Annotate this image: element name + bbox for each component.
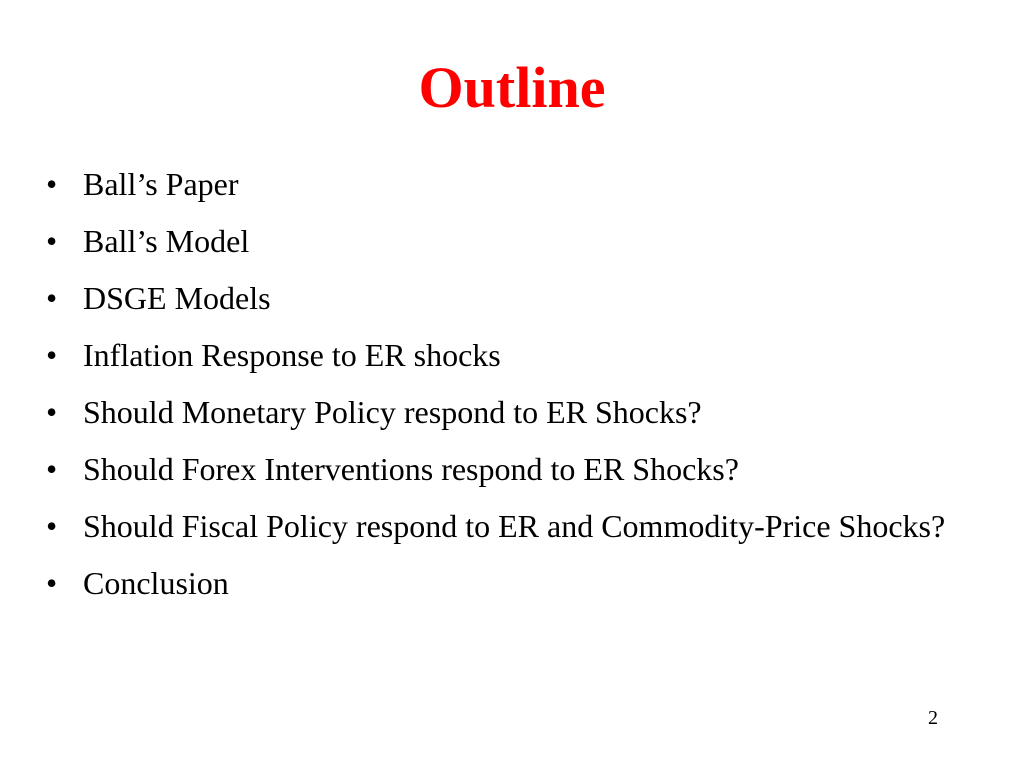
bullet-icon: •	[46, 337, 58, 373]
list-item	[46, 274, 984, 322]
bullet-icon: •	[46, 394, 58, 430]
list-item-label: Ball’s Model	[83, 223, 250, 259]
bullet-icon: •	[46, 166, 58, 202]
bullet-icon: •	[46, 280, 58, 316]
list-item	[46, 160, 984, 208]
list-item-label: Ball’s Paper	[83, 166, 239, 202]
list-item	[46, 445, 984, 493]
list-item	[46, 331, 984, 379]
list-item-label: Should Fiscal Policy respond to ER and Commodity-Price Shocks?	[83, 508, 946, 544]
list-item-label: DSGE Models	[83, 280, 271, 316]
list-item-label: Inflation Response to ER shocks	[83, 337, 501, 373]
bullet-icon: •	[46, 565, 58, 601]
slide-title: Outline	[418, 55, 606, 120]
outline-list	[46, 160, 984, 616]
list-item-label: Should Monetary Policy respond to ER Shocks?	[83, 394, 702, 430]
list-item-label: Conclusion	[83, 565, 229, 601]
bullet-icon: •	[46, 223, 58, 259]
list-item-label: Should Forex Interventions respond to ER Shocks?	[83, 451, 739, 487]
bullet-icon: •	[46, 508, 58, 544]
list-item	[46, 217, 984, 265]
list-item	[46, 502, 984, 550]
list-item	[46, 559, 984, 607]
slide-number: 2	[928, 707, 938, 729]
list-item	[46, 388, 984, 436]
bullet-icon: •	[46, 451, 58, 487]
